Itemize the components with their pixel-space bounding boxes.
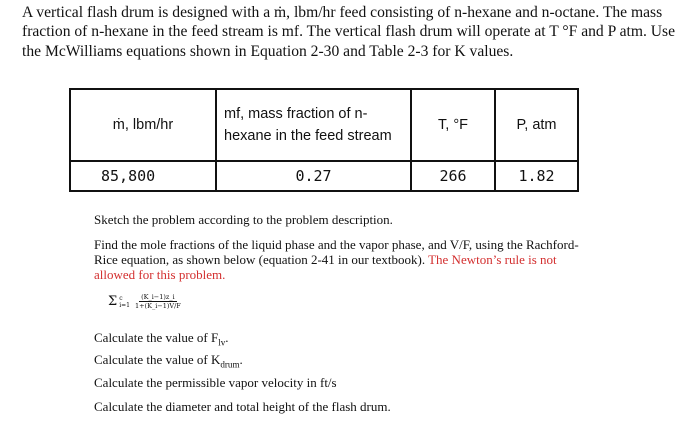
question-kdrum-text: Calculate the value of K bbox=[94, 352, 221, 367]
header-pressure: P, atm bbox=[495, 89, 578, 161]
header-temperature: T, °F bbox=[411, 89, 495, 161]
question-kdrum-period: . bbox=[239, 352, 243, 367]
summation-limits bbox=[119, 295, 130, 309]
question-rachford-rice bbox=[94, 237, 594, 282]
parameters-table bbox=[69, 88, 579, 192]
problem-intro: A vertical flash drum is designed with a ṁ, lbm/hr feed consisting of n-hexane and n-octane. The mass fraction of n-hexane in the feed stream is mf. The vertical flash drum will operate at T °F and P atm. Use the McWilliams equations shown in Equation 2-30 and Table 2-3 for K values. bbox=[22, 4, 676, 60]
question-flv-text: Calculate the value of F bbox=[94, 330, 219, 345]
question-drum-size: Calculate the diameter and total height of the flash drum. bbox=[94, 399, 391, 414]
table-row bbox=[70, 161, 578, 191]
header-flow-rate: ṁ, lbm/hr bbox=[70, 89, 216, 161]
equation-denominator: 1+(K_i−1)V/F bbox=[134, 302, 181, 310]
question-flv bbox=[94, 330, 229, 351]
question-vapor-velocity: Calculate the permissible vapor velocity in ft/s bbox=[94, 375, 337, 390]
newton-rule-warning: The Newton’s rule is not allowed for this problem. bbox=[94, 252, 557, 282]
value-mass-fraction: 0.27 bbox=[216, 161, 411, 191]
summation-upper-limit: c bbox=[119, 294, 123, 302]
question-rachford-rice-text: Find the mole fractions of the liquid phase and the vapor phase, and V/F, using the Rachford-Rice equation, as shown below (equation 2-41 in our textbook). bbox=[94, 237, 579, 267]
value-pressure: 1.82 bbox=[495, 161, 578, 191]
sigma-symbol: Σ bbox=[108, 294, 118, 309]
rachford-rice-equation bbox=[108, 293, 181, 310]
value-flow-rate: 85,800 bbox=[70, 161, 216, 191]
question-kdrum-subscript: drum bbox=[220, 359, 240, 370]
value-temperature: 266 bbox=[411, 161, 495, 191]
table-header-row bbox=[70, 89, 578, 161]
question-flv-subscript: lv bbox=[218, 337, 226, 348]
header-mass-fraction: mf, mass fraction of n-hexane in the feed stream bbox=[216, 89, 411, 161]
question-flv-period: . bbox=[225, 330, 229, 345]
equation-numerator: (K_i−1)z_i bbox=[141, 293, 175, 301]
question-sketch: Sketch the problem according to the problem description. bbox=[94, 212, 393, 227]
question-kdrum bbox=[94, 352, 243, 373]
summation-lower-limit: i=1 bbox=[119, 301, 130, 309]
equation-fraction bbox=[135, 293, 181, 310]
